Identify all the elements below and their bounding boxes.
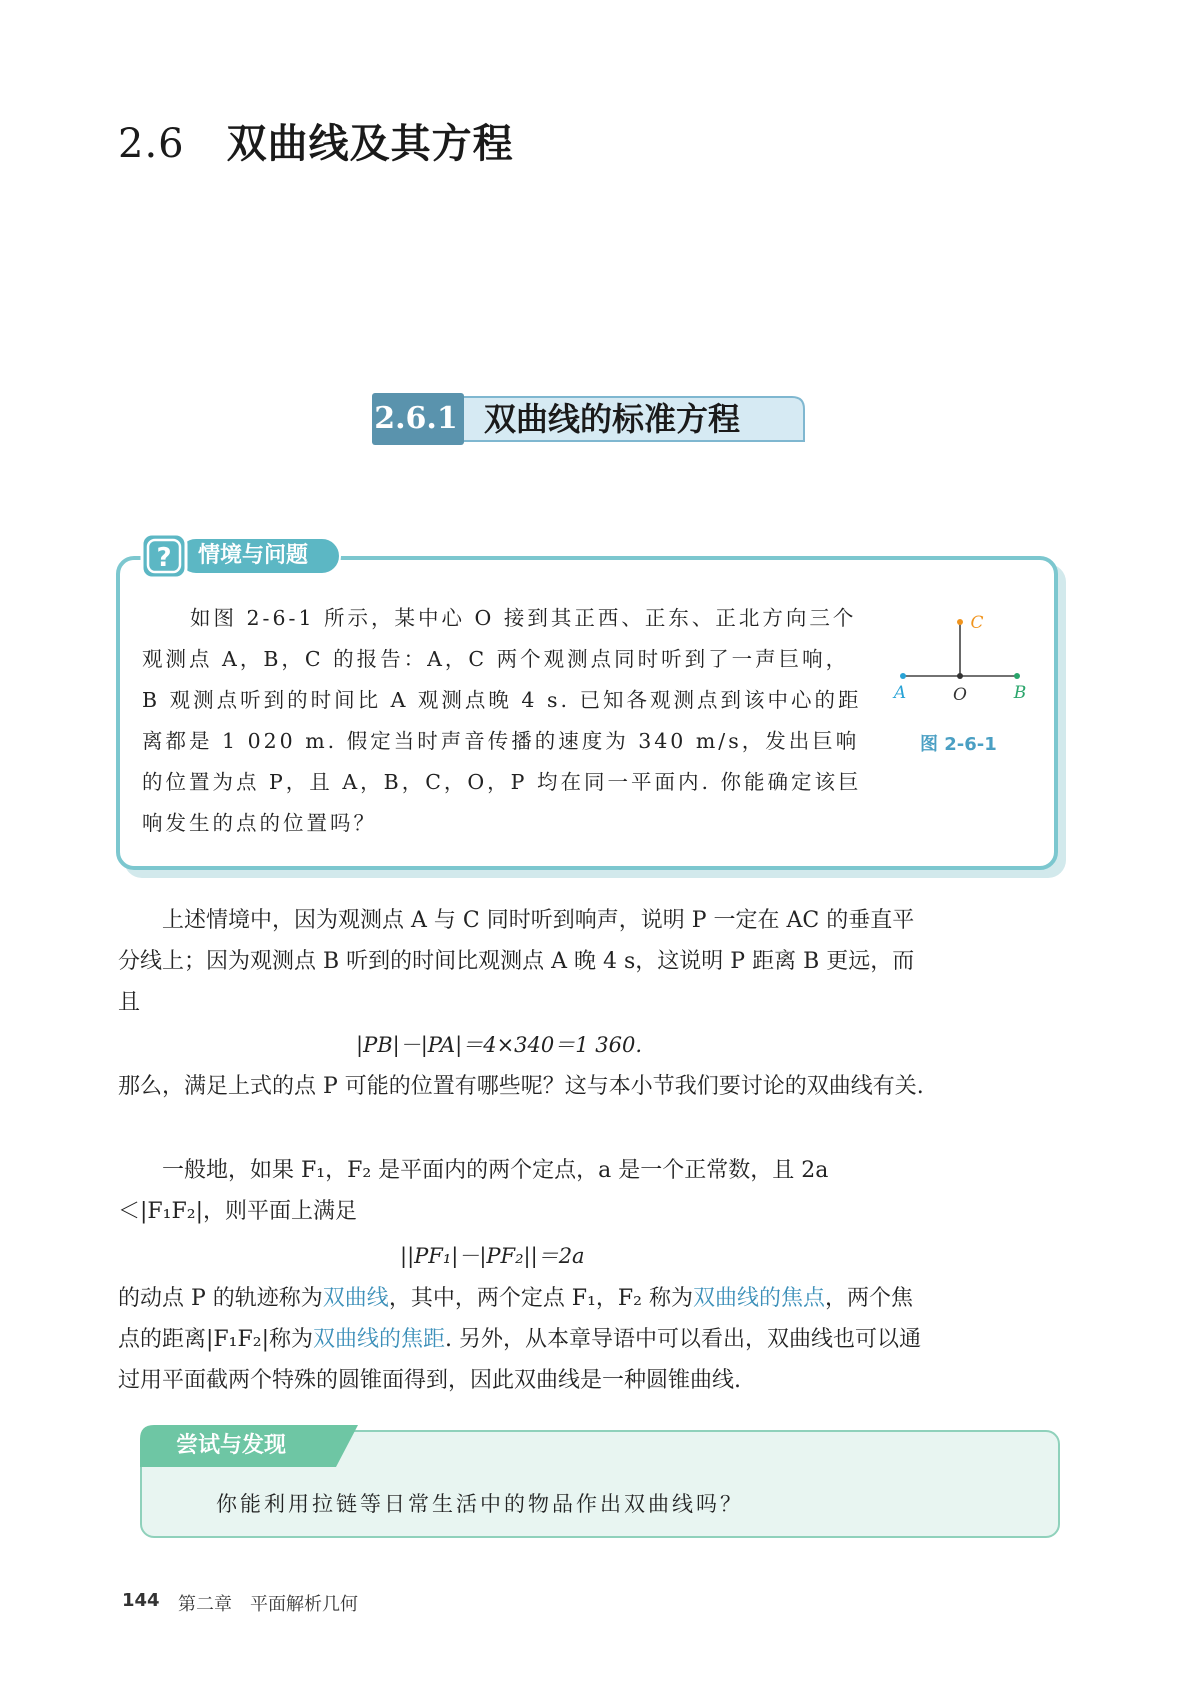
trial-label: 尝试与发现 [176, 1433, 287, 1458]
point-o-label: O [953, 685, 967, 705]
chapter-title [118, 112, 514, 169]
point-b-dot [1014, 673, 1020, 679]
term-foci: 双曲线的焦点 [692, 1286, 825, 1311]
scenario-tab [138, 534, 344, 578]
paragraph-4-part-a: 的动点 P 的轨迹称为 [118, 1286, 323, 1311]
paragraph-2: 那么，满足上式的点 P 可能的位置有哪些呢？这与本小节我们要讨论的双曲线有关. [118, 1074, 924, 1099]
paragraph-3: 一般地，如果 F₁，F₂ 是平面内的两个定点，a 是一个正常数，且 2a＜|F₁F₂|，则平面上满足 [118, 1158, 829, 1224]
scenario-text: 如图 2-6-1 所示，某中心 O 接到其正西、正东、正北方向三个观测点 A，B，C 的报告：A，C 两个观测点同时听到了一声巨响，B 观测点听到的时间比 A 观测点晚 4 s. 已知各观测点到该中心的距离都是 1 020 m. 假定当时声音传播的速度为 340 m/s，发出巨响的位置为点 P，且 A，B，C，O，P 均在同一平面内. 你能确定该巨响发生的点的位置吗？ [142, 606, 862, 835]
chapter-title-text: 双曲线及其方程 [226, 120, 514, 167]
footer-chapter: 第二章 平面解析几何 [178, 1594, 358, 1615]
trial-text: 你能利用拉链等日常生活中的物品作出双曲线吗？ [216, 1492, 744, 1516]
point-c-label: C [970, 613, 984, 633]
point-a-label: A [893, 683, 907, 703]
paragraph-4-part-b: ，其中，两个定点 F₁，F₂ 称为 [388, 1286, 693, 1311]
section-number: 2.6.1 [374, 401, 458, 436]
figure-2-6-1 [880, 605, 1040, 705]
point-o-dot [957, 673, 963, 679]
svg-text:?: ? [156, 543, 172, 573]
term-focal-distance: 双曲线的焦距 [313, 1327, 446, 1352]
figure-caption: 图 2-6-1 [920, 734, 997, 755]
chapter-number: 2.6 [118, 121, 185, 167]
equation-1: |PB|－|PA|＝4×340＝1 360. [356, 1033, 643, 1057]
equation-2: ||PF₁|－|PF₂||＝2a [400, 1244, 585, 1268]
section-title: 双曲线的标准方程 [484, 400, 741, 438]
point-c-dot [957, 619, 963, 625]
point-b-label: B [1013, 683, 1027, 703]
section-banner [372, 393, 808, 445]
paragraph-4 [118, 1278, 926, 1401]
point-a-dot [900, 673, 906, 679]
paragraph-4-part-d: . 另外，从本章导语中可以看出，双曲线也可以通过用平面截两个特殊的圆锥面得到，因此双曲线是一种圆锥曲线. [118, 1327, 922, 1393]
trial-tab [140, 1425, 360, 1467]
scenario-label: 情境与问题 [198, 543, 309, 568]
page-number: 144 [122, 1590, 160, 1611]
paragraph-1: 上述情境中，因为观测点 A 与 C 同时听到响声，说明 P 一定在 AC 的垂直平分线上；因为观测点 B 听到的时间比观测点 A 晚 4 s，这说明 P 距离 B 更远，而且 [118, 908, 915, 1015]
term-hyperbola: 双曲线 [322, 1286, 389, 1311]
paragraph-4-part-c: ，两个焦点的距离|F₁F₂|称为 [118, 1286, 913, 1352]
